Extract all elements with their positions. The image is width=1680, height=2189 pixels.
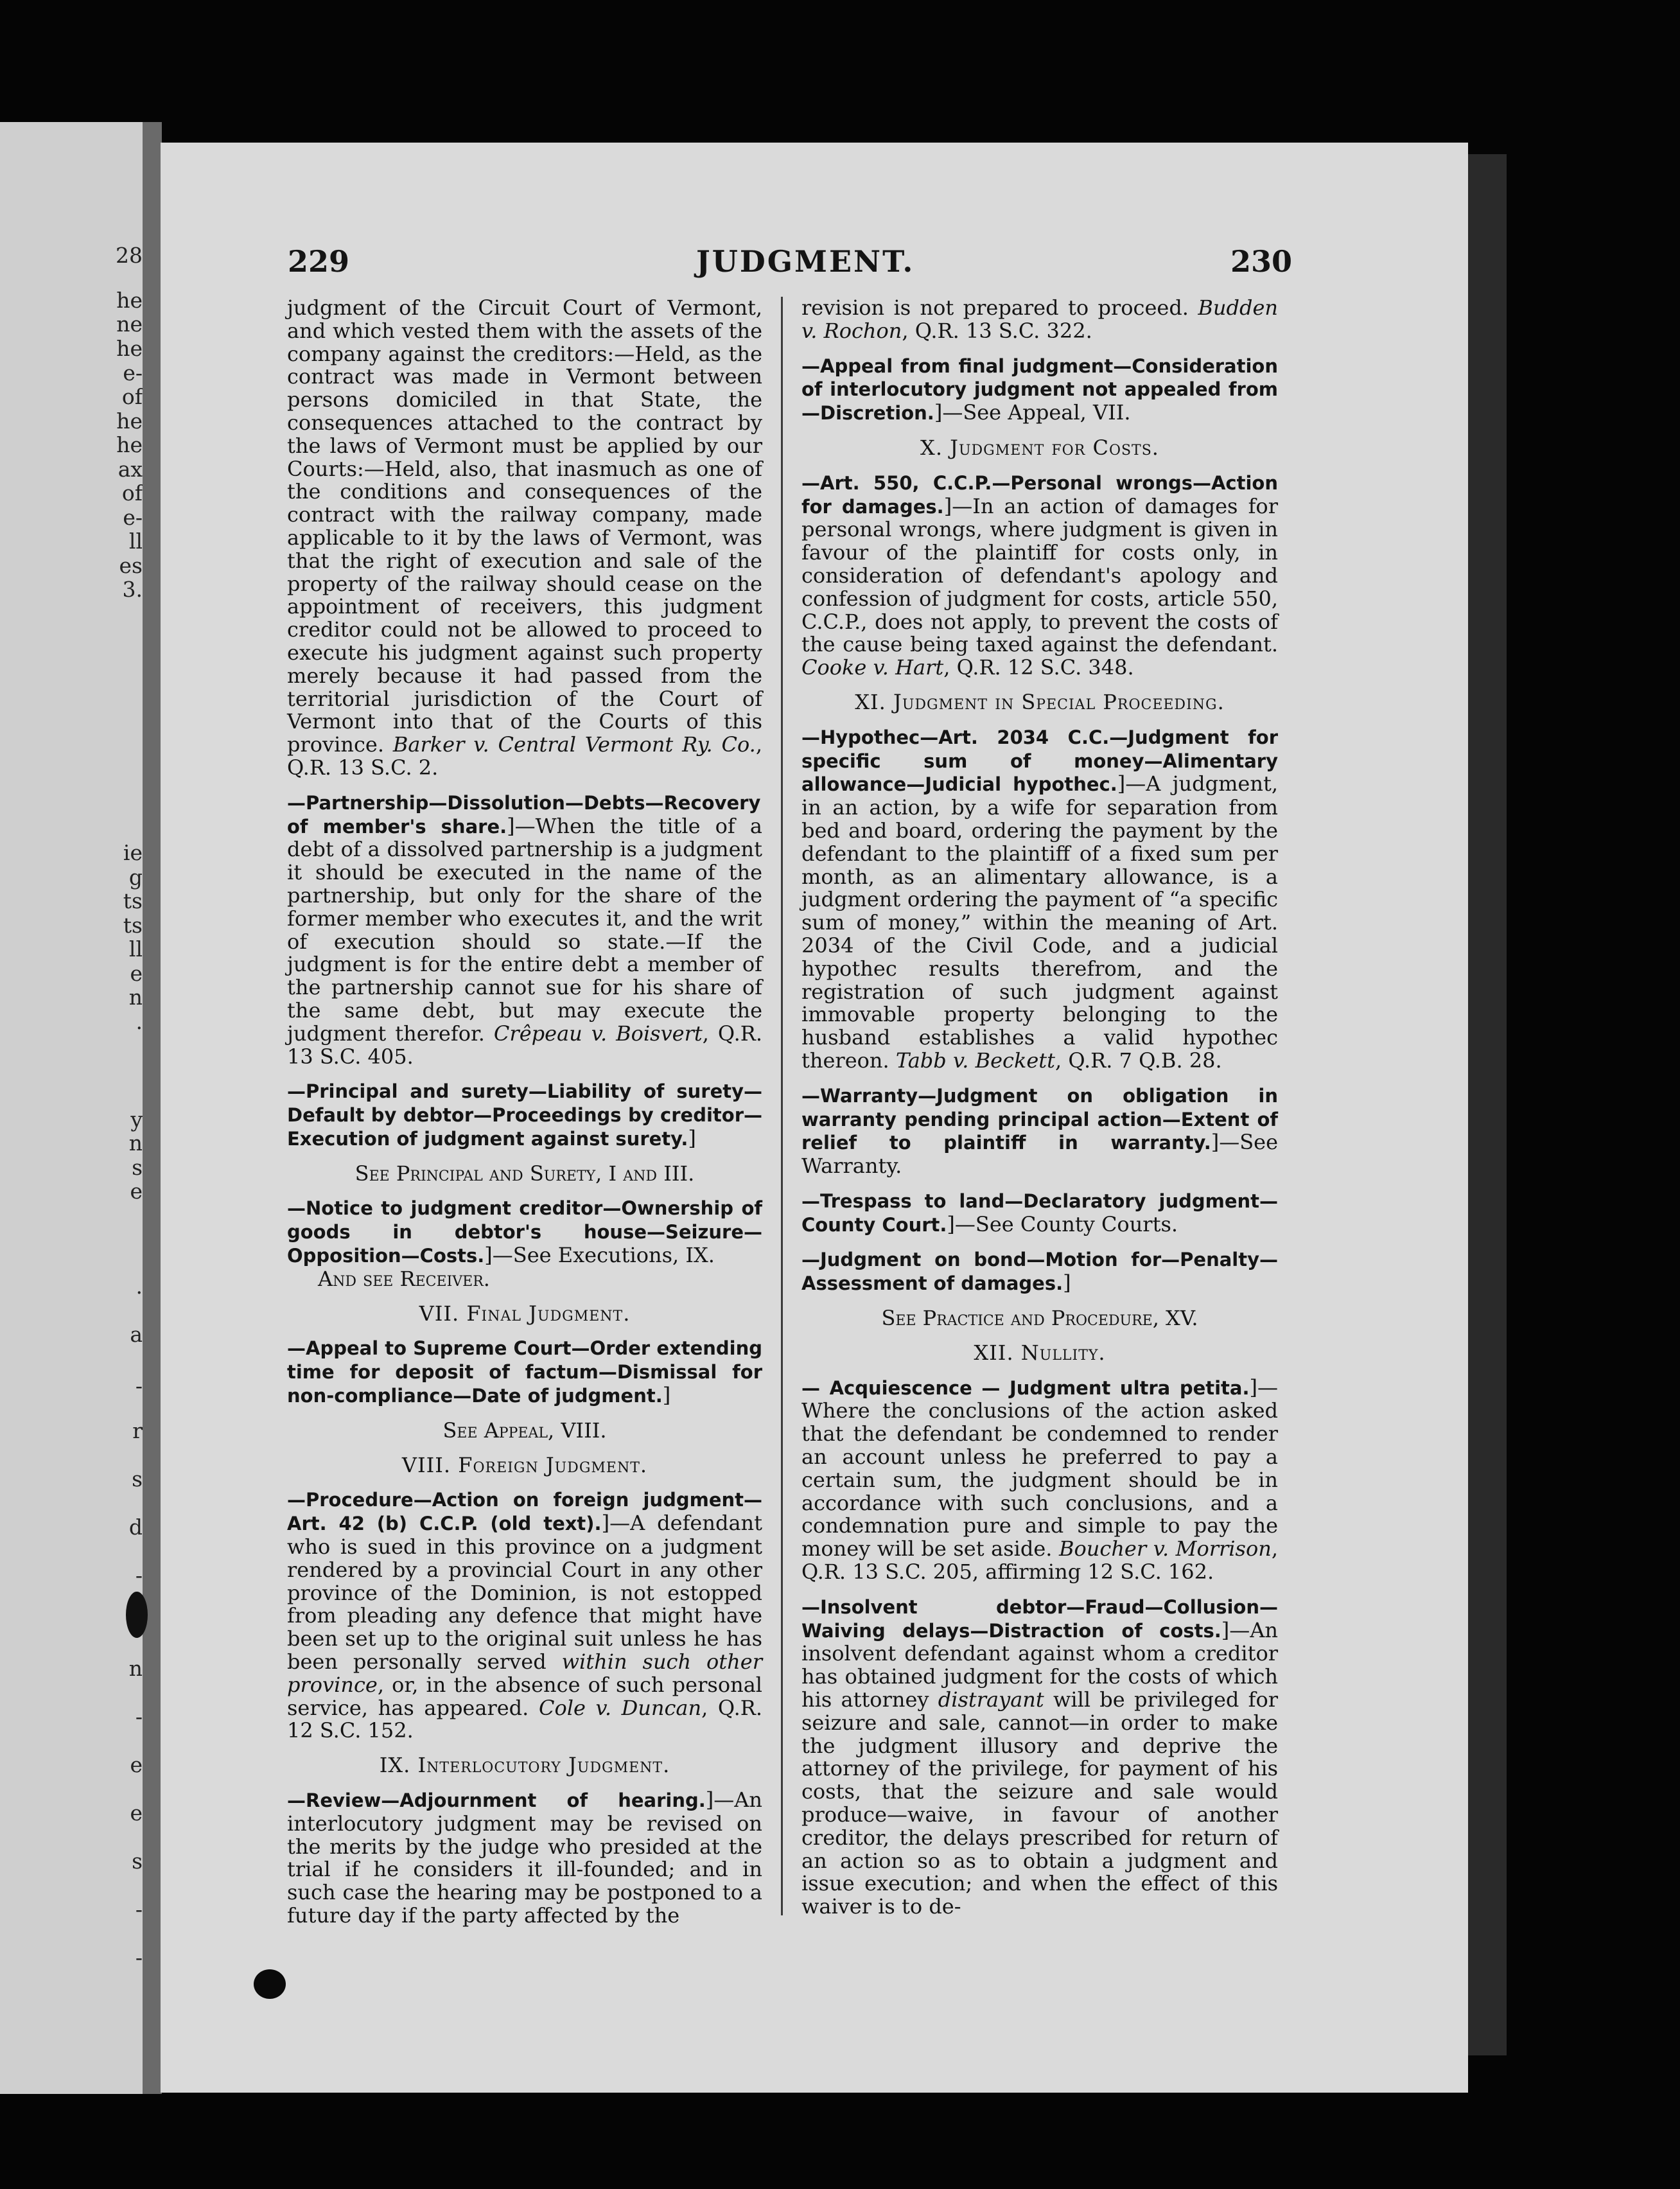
adjacent-page-fragment: ne (116, 312, 143, 337)
adjacent-page-fragment: y (130, 1107, 143, 1132)
entry-principal-surety (287, 1080, 762, 1150)
ink-mark (126, 1592, 148, 1638)
entry-text: , or, in the absence of such personal service, has appeared. (287, 1672, 762, 1720)
entry-text: will be privileged for seizure and sale, cannot—in order to make the judgment illusory and deprive the attorney of the privilege, for payment of his costs, that the seizure and sale would produce—waive, in favour of another creditor, the delays prescribed for return of an action so as to obtain a judgment and issue execution; and when the effect of this waiver is to de- (801, 1687, 1279, 1919)
adjacent-page-fragment: he (116, 432, 143, 457)
section-heading-xi: XI. Judgment in Special Proceeding. (855, 689, 1225, 714)
adjacent-page-fragment: e (130, 1179, 143, 1204)
entry-text: ] (1063, 1270, 1071, 1296)
gutter-shadow (143, 122, 162, 2094)
entry-foreign-judgment (287, 1488, 762, 1743)
adjacent-page-fragment: - (135, 1373, 143, 1398)
citation: , Q.R. 12 S.C. 152. (287, 1695, 763, 1743)
italic-text: within such other province (287, 1649, 762, 1697)
adjacent-page-fragment: s (132, 1155, 143, 1180)
citation: , Q.R. 13 S.C. 205, affirming 12 S.C. 162. (801, 1536, 1279, 1585)
adjacent-page-fragment: n (128, 1130, 143, 1156)
entry-text: ] (688, 1125, 696, 1150)
adjacent-page-fragment: e (130, 1752, 143, 1777)
case-name: Boucher v. Morrison (1059, 1536, 1272, 1561)
adjacent-page-fragment: ie (123, 840, 143, 865)
column-rule (781, 297, 783, 1915)
adjacent-page-fragment: - (135, 1704, 143, 1729)
section-heading-ix: IX. Interlocutory Judgment. (379, 1753, 670, 1778)
section-heading-viii: VIII. Foreign Judgment. (401, 1452, 648, 1477)
citation: , Q.R. 12 S.C. 348. (943, 655, 1134, 680)
section-heading-xii: XII. Nullity. (974, 1340, 1106, 1365)
adjacent-page-fragment: e- (123, 360, 143, 385)
entry-text: ] (662, 1383, 671, 1408)
adjacent-page-fragment: n (128, 1656, 143, 1681)
case-name: Barker v. Central Vermont Ry. Co. (392, 732, 756, 757)
entry-notice-creditor (287, 1197, 762, 1267)
adjacent-page-fragment: - (135, 1897, 143, 1922)
case-name: Crêpeau v. Boisvert (493, 1021, 703, 1046)
adjacent-page-fragment: a (130, 1322, 143, 1347)
entry-text: ]—Where the conclusions of the action asked that the defendant be condemned to render an account unless he preferred to pay a certain sum, the judgment should be in accordance with such conclusions, and a condemnation pure and simple to pay the money will be set aside. (801, 1375, 1278, 1561)
adjacent-page-fragment: es (119, 553, 143, 578)
entry-heading: —Principal and surety—Liability of surety—Default by debtor—Proceedings by creditor—Execution of judgment against surety. (287, 1080, 762, 1150)
entry-partnership (287, 791, 762, 1069)
entry-art-550 (801, 471, 1278, 680)
case-name: Tabb v. Beckett (895, 1048, 1055, 1073)
left-column (287, 297, 762, 1939)
adjacent-page-fragment: ll (128, 936, 143, 962)
cross-reference: See Appeal, VIII. (442, 1418, 607, 1443)
adjacent-page-edge (0, 122, 149, 2094)
adjacent-page-fragment: of (121, 384, 143, 409)
entry-text: ]—When the title of a debt of a dissolved partnership is a judgment it should be executed in the name of the partnership, but only for the share of the former member who executes it, and the writ of execution should so state.—If the judgment is for the entire debt a member of the partnership cannot sue for his share of the same debt, but may execute the judgment therefor. (287, 813, 763, 1046)
adjacent-page-fragment: . (136, 1274, 143, 1299)
entry-text: ]—See Executions, IX. (484, 1243, 715, 1268)
entry-heading: —Insolvent debtor—Fraud—Collusion—Waiving delays—Distraction of costs. (801, 1596, 1278, 1642)
adjacent-page-fragment: ll (128, 529, 143, 554)
adjacent-page-fragment: e (130, 1800, 143, 1825)
adjacent-page-fragment: - (135, 1945, 143, 1970)
entry-hypothec (801, 726, 1278, 1073)
ink-blot (254, 1969, 286, 1999)
cross-reference: See Principal and Surety, I and III. (354, 1161, 695, 1186)
entry-appeal-final-judgment (801, 355, 1278, 425)
citation: , Q.R. 7 Q.B. 28. (1054, 1048, 1222, 1073)
adjacent-page-fragment: he (116, 409, 143, 434)
entry-heading: —Warranty—Judgment on obligation in warranty pending principal action—Extent of relief to plaintiff in warranty. (801, 1084, 1278, 1154)
adjacent-page-fragment: n (128, 985, 143, 1010)
entry-heading: —Appeal to Supreme Court—Order extending time for deposit of factum—Dismissal for non-compliance—Date of judgment. (287, 1337, 762, 1407)
entry-text: judgment of the Circuit Court of Vermont, and which vested them with the assets of the company against the creditors:—Held, as the contract was made in Vermont between persons domiciled in that State, the consequences attached to the contract by the laws of Vermont must be applied by our Courts:—Held, also, that inasmuch as one of the conditions and consequences of the contract with the railway company, made applicable to it by the laws of Vermont, was that the right of execution and sale of the property of the railway should cease on the appointment of receivers, this judgment creditor could not be allowed to proceed to execute his judgment against such property merely because it had passed from the territorial jurisdiction of the Court of Vermont into that of the Courts of this province. (287, 295, 762, 757)
citation: , Q.R. 13 S.C. 322. (902, 318, 1092, 343)
entry-heading: —Review—Adjournment of hearing. (287, 1789, 706, 1812)
entry-appeal-supreme-court (287, 1337, 762, 1407)
right-column (801, 297, 1278, 1930)
adjacent-page-fragment: e- (123, 505, 143, 530)
adjacent-page-fragment: 28 (116, 243, 143, 268)
entry-text: revision is not prepared to proceed. (801, 295, 1189, 320)
entry-heading: —Partnership—Dissolution—Debts—Recovery of member's share. (287, 791, 761, 838)
adjacent-page-fragment: r (132, 1418, 143, 1443)
adjacent-page-fragment: he (116, 288, 143, 313)
adjacent-page-fragment: e (130, 961, 143, 986)
entry-insolvent-debtor (801, 1596, 1278, 1919)
entry-heading: —Appeal from final judgment—Consideration of interlocutory judgment not appealed from—Discretion. (801, 355, 1278, 425)
page-number-right: 230 (1230, 244, 1293, 279)
adjacent-page-fragment: ts (123, 888, 143, 913)
entry-heading: —Trespass to land—Declaratory judgment—County Court. (801, 1190, 1278, 1236)
entry-text: ]—An insolvent defendant against whom a creditor has obtained judgment for the costs of which his attorney (801, 1617, 1278, 1712)
entry-judgment-on-bond (801, 1248, 1278, 1296)
entry-text: ]—See County Courts. (947, 1211, 1178, 1236)
entry-barker (287, 297, 762, 780)
case-name: Cooke v. Hart (801, 655, 944, 680)
entry-text: ]—In an action of damages for personal wrongs, where judgment is given in favour of the plaintiff for costs only, in consideration of defendant's apology and confession of judgment for costs, article 550, C.C.P., does not apply, to prevent the costs of the cause being taxed against the defendant. (801, 493, 1278, 657)
entry-text: ]—A defendant who is sued in this province on a judgment rendered by a provincial Court in any other province of the Dominion, is not estopped from pleading any defence that might have been set up to the original suit unless he has been personally served (287, 1511, 762, 1675)
adjacent-page-fragment: 3. (122, 577, 143, 602)
adjacent-page-fragment: d (128, 1515, 143, 1540)
cross-reference: See Practice and Procedure, XV. (881, 1306, 1198, 1331)
entry-warranty (801, 1084, 1278, 1178)
entry-text: ]—A judgment, in an action, by a wife for separation from bed and board, ordering the payment by the defendant to the plaintiff of a fixed sum per month, as an alimentary allowance, is a judgment ordering the payment of “a specific sum of money,” within the meaning of Art. 2034 of the Civil Code, and a judicial hypothec results therefrom, and the registration of such judgment against immovable property belonging to the husband establishes a valid hypothec thereon. (801, 771, 1278, 1073)
entry-heading: —Judgment on bond—Motion for—Penalty—Assessment of damages. (801, 1249, 1278, 1295)
adjacent-page-fragment: ax (118, 457, 143, 482)
adjacent-page-fragment: . (136, 1009, 143, 1034)
page-number-left: 229 (288, 244, 350, 279)
adjacent-page-fragment: he (116, 336, 143, 361)
citation: , Q.R. 13 S.C. 2. (287, 732, 763, 780)
right-page-edge (1468, 154, 1507, 2055)
adjacent-page-fragment: of (121, 480, 143, 505)
entry-heading: —Procedure—Action on foreign judgment—Art. 42 (b) C.C.P. (old text). (287, 1489, 762, 1535)
adjacent-page-fragment: s (132, 1466, 143, 1491)
entry-heading: —Hypothec—Art. 2034 C.C.—Judgment for specific sum of money—Alimentary allowance—Judicial hypothec. (801, 726, 1278, 796)
section-heading-vii: VII. Final Judgment. (419, 1301, 631, 1326)
section-heading-x: X. Judgment for Costs. (920, 435, 1159, 460)
case-name: Cole v. Duncan (538, 1695, 702, 1720)
entry-trespass (801, 1190, 1278, 1237)
adjacent-page-fragment: - (135, 1563, 143, 1588)
entry-text: ]—See Warranty. (801, 1130, 1278, 1179)
italic-text: distrayant (938, 1687, 1044, 1712)
case-name: Budden v. Rochon (801, 295, 1279, 343)
adjacent-page-fragment: g (128, 865, 143, 890)
adjacent-page-fragment: s (132, 1849, 143, 1874)
entry-acquiescence (801, 1376, 1278, 1584)
entry-heading: —Notice to judgment creditor—Ownership of goods in debtor's house—Seizure—Opposition—Costs. (287, 1197, 762, 1267)
adjacent-page-fragment: ts (123, 913, 143, 938)
entry-text: ]—An interlocutory judgment may be revised on the merits by the judge who presided at the trial if he considers it ill-founded; and in such case the hearing may be postponed to a future day if the party affected by the (287, 1788, 762, 1928)
running-title: JUDGMENT. (696, 244, 915, 279)
entry-heading: — Acquiescence — Judgment ultra petita. (801, 1376, 1250, 1399)
entry-text: ]—See Appeal, VII. (934, 400, 1131, 425)
citation: , Q.R. 13 S.C. 405. (287, 1021, 763, 1069)
entry-budden (801, 297, 1278, 343)
entry-review-adjournment (287, 1789, 762, 1928)
cross-reference: And see Receiver. (318, 1266, 490, 1291)
entry-heading: —Art. 550, C.C.P.—Personal wrongs—Action for damages. (801, 471, 1278, 518)
